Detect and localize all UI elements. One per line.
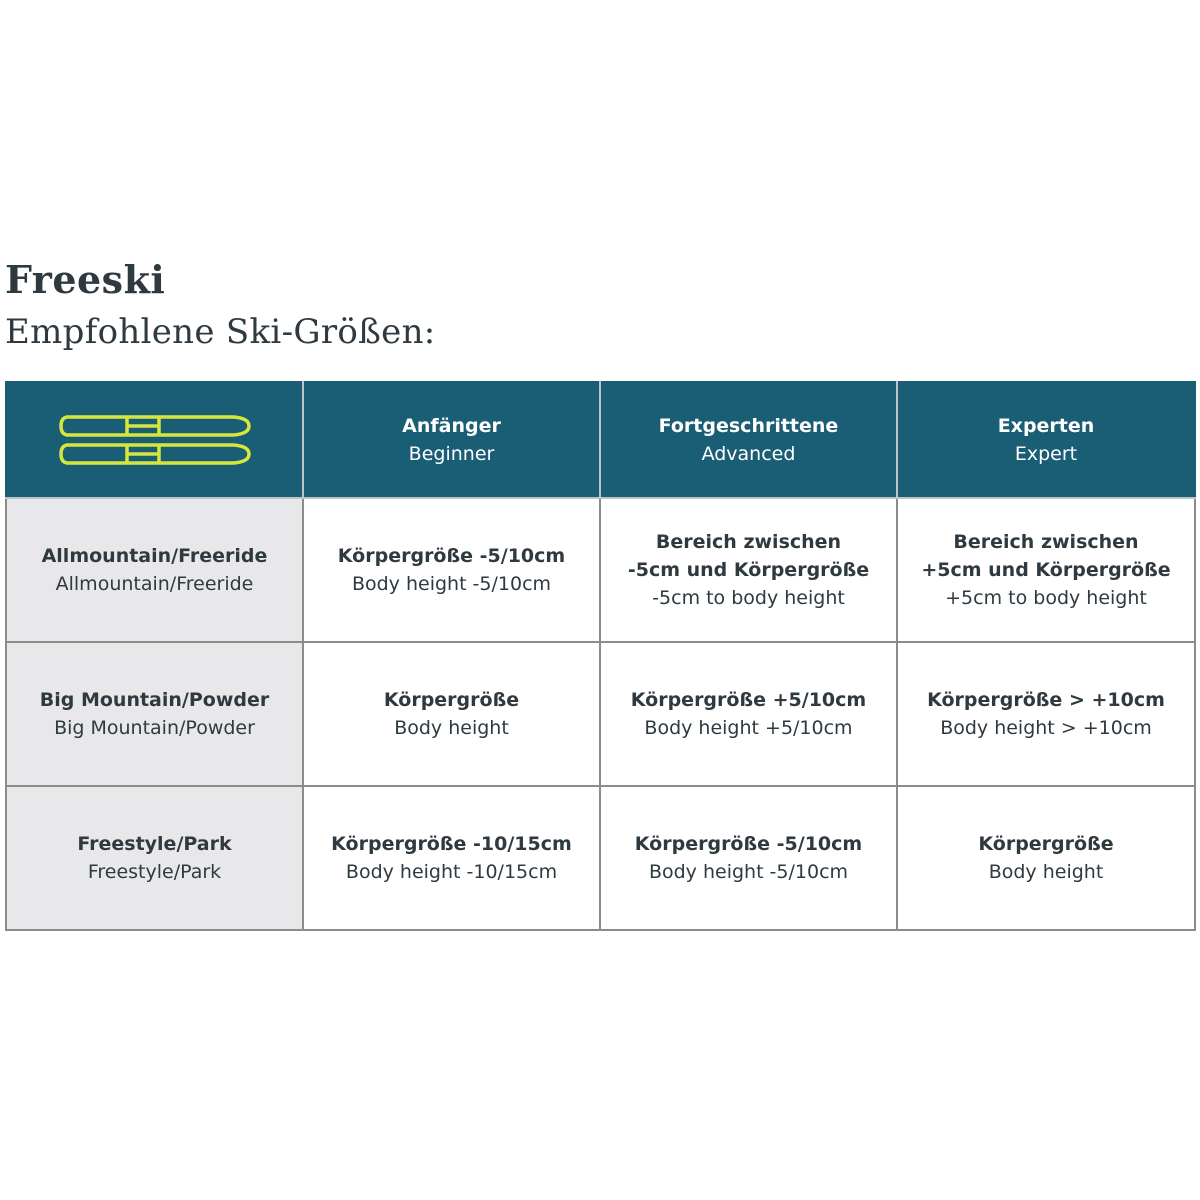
column-header-de: Fortgeschrittene [658,415,839,437]
cell-en: Body height +5/10cm [644,717,853,739]
table-cell [600,786,897,930]
column-header-beginner [303,382,600,498]
ski-size-table [5,381,1196,931]
cell-de: Körpergröße > +10cm [927,689,1165,711]
row-header-big-mountain [6,642,303,786]
cell-en: +5cm to body height [945,587,1147,609]
header-icon-cell [6,382,303,498]
table-row [6,498,1195,642]
cell-en: Body height -10/15cm [345,861,558,883]
row-header-freestyle [6,786,303,930]
cell-en: Body height -5/10cm [351,573,552,595]
cell-en: Body height [988,861,1104,883]
table-row [6,642,1195,786]
skis-icon [57,412,253,468]
table-cell [897,642,1195,786]
cell-de: Bereich zwischen [655,531,842,553]
cell-de: Körpergröße -5/10cm [337,545,566,567]
row-label-en: Allmountain/Freeride [55,573,254,595]
row-label-en: Big Mountain/Powder [54,717,255,739]
cell-de: -5cm und Körpergröße [627,559,870,581]
page-title: Freeski [5,257,166,302]
table-cell [897,498,1195,642]
column-header-en: Expert [1014,443,1078,465]
table-cell [600,498,897,642]
column-header-de: Experten [997,415,1095,437]
column-header-de: Anfänger [402,415,501,437]
table-cell [600,642,897,786]
cell-de: Körpergröße -5/10cm [634,833,863,855]
cell-en: Body height > +10cm [940,717,1152,739]
cell-en: Body height -5/10cm [648,861,849,883]
table-header-row [6,382,1195,498]
table-cell [303,786,600,930]
column-header-en: Advanced [701,443,796,465]
table-cell [303,642,600,786]
row-label-de: Allmountain/Freeride [41,545,268,567]
row-label-de: Freestyle/Park [77,833,232,855]
cell-de: +5cm und Körpergröße [921,559,1171,581]
row-header-allmountain [6,498,303,642]
cell-de: Körpergröße +5/10cm [630,689,867,711]
column-header-en: Beginner [408,443,495,465]
table-cell [897,786,1195,930]
cell-de: Körpergröße [383,689,520,711]
cell-en: -5cm to body height [652,587,845,609]
cell-de: Bereich zwischen [953,531,1139,553]
title-block [5,256,705,356]
column-header-expert [897,382,1195,498]
cell-de: Körpergröße -10/15cm [331,833,572,855]
row-label-de: Big Mountain/Powder [39,689,270,711]
row-label-en: Freestyle/Park [87,861,222,883]
column-header-advanced [600,382,897,498]
cell-en: Body height [394,717,509,739]
table-row [6,786,1195,930]
cell-de: Körpergröße [978,833,1114,855]
table-cell [303,498,600,642]
page-subtitle: Empfohlene Ski-Größen: [5,312,436,352]
